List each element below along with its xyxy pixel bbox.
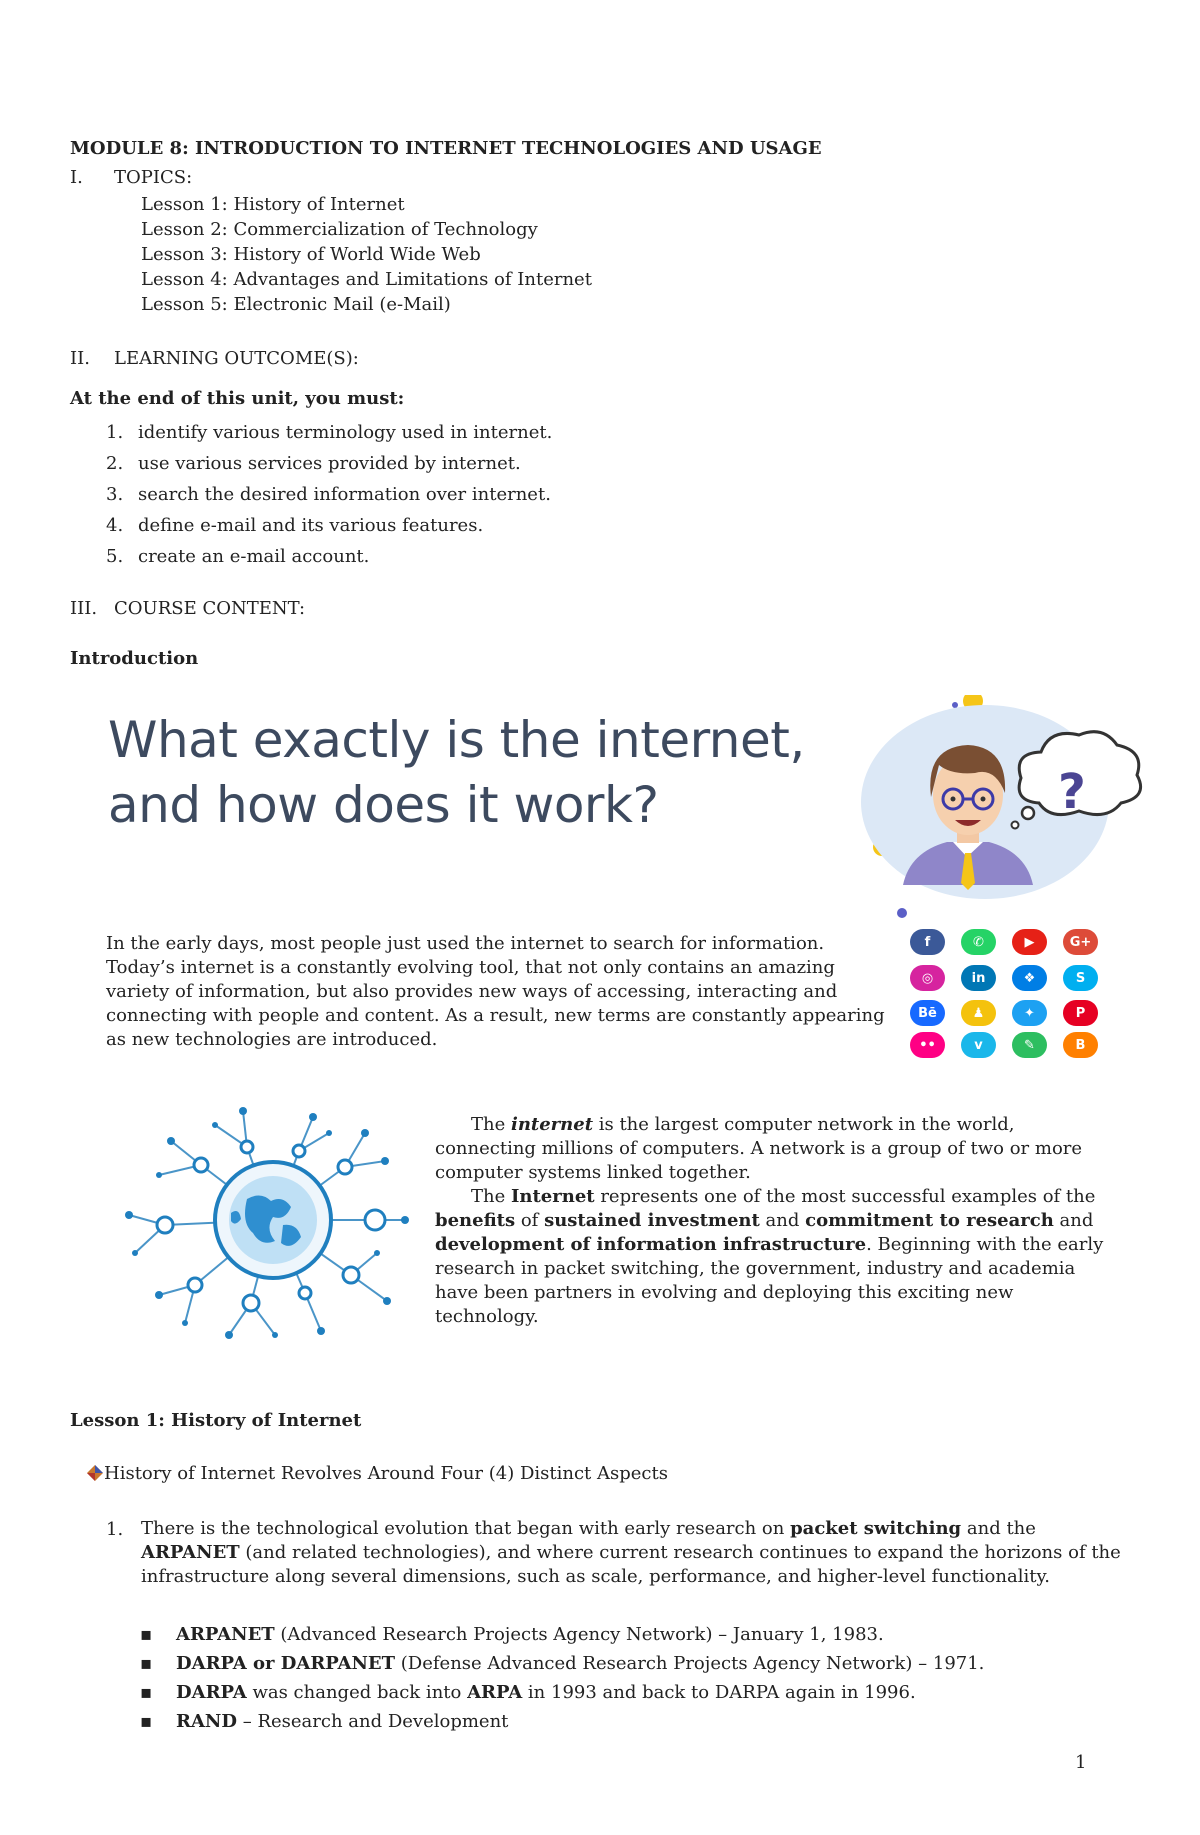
instagram-icon: ◎ bbox=[910, 965, 945, 991]
lesson1-bullets bbox=[140, 1620, 984, 1736]
topic-item: Lesson 1: History of Internet bbox=[141, 194, 405, 215]
flickr-icon: •• bbox=[910, 1032, 945, 1058]
bullet-icon: ▪ bbox=[140, 1682, 153, 1703]
outcomes-numeral: II. bbox=[70, 348, 90, 369]
topic-item: Lesson 2: Commercialization of Technology bbox=[141, 219, 538, 240]
content-heading: COURSE CONTENT: bbox=[114, 598, 306, 619]
internet-paragraph bbox=[435, 1113, 1115, 1329]
bullet-icon: ▪ bbox=[140, 1711, 153, 1732]
whatsapp-icon: ✆ bbox=[961, 929, 996, 955]
topics-heading: TOPICS: bbox=[114, 167, 193, 188]
lesson1-point1: There is the technological evolution that began with early research on packet switching and the ARPANET (and related technologies), and where current research continues to expand the horizons of the infrastructure along several dimensions, such as scale, performance, and higher-level functionality. bbox=[141, 1518, 1121, 1587]
dropbox-icon: ❖ bbox=[1012, 965, 1047, 991]
list-item: ▪ DARPA or DARPANET (Defense Advanced Research Projects Agency Network) – 1971. bbox=[140, 1649, 984, 1678]
banner-headline-line1: What exactly is the internet, bbox=[108, 711, 805, 769]
topic-item: Lesson 5: Electronic Mail (e-Mail) bbox=[141, 294, 451, 315]
question-mark: ? bbox=[1058, 764, 1086, 820]
outcomes-list bbox=[106, 417, 552, 572]
intro-paragraph: In the early days, most people just used the internet to search for information. Today’s internet is a constantly evolving tool, that not only contains an amazing variety of information, but also provides new ways of accessing, interacting and connecting with people and content. As a result, new terms are constantly appearing as new technologies are introduced. bbox=[106, 933, 885, 1050]
outcomes-heading: LEARNING OUTCOME(S): bbox=[114, 348, 359, 369]
topics-numeral: I. bbox=[70, 167, 83, 188]
google-plus-icon: G+ bbox=[1063, 929, 1098, 955]
evernote-icon: ✎ bbox=[1012, 1032, 1047, 1058]
social-icons-grid bbox=[910, 929, 1110, 1064]
internet-benefits: The Internet represents one of the most successful examples of the benefits of sustained investment and commitment to research and development of information infrastructure. Beginning with the early research in packet switching, the government, industry and academia have been partners in evolving and deploying this exciting new technology. bbox=[435, 1186, 1104, 1327]
behance-icon: Bē bbox=[910, 1000, 945, 1026]
outcome-item: 2. use various services provided by internet. bbox=[106, 453, 521, 474]
outcome-item: 1. identify various terminology used in internet. bbox=[106, 422, 553, 443]
bullet-icon: ▪ bbox=[140, 1624, 153, 1645]
point-number: 1. bbox=[106, 1519, 124, 1540]
list-item: ▪ ARPANET (Advanced Research Projects Agency Network) – January 1, 1983. bbox=[140, 1620, 984, 1649]
thinking-person-illustration bbox=[855, 695, 1155, 920]
content-numeral: III. bbox=[70, 598, 98, 619]
snapchat-icon: ♟ bbox=[961, 1000, 996, 1026]
facebook-icon: f bbox=[910, 929, 945, 955]
youtube-icon: ▶ bbox=[1012, 929, 1047, 955]
outcome-item: 4. define e-mail and its various features. bbox=[106, 515, 484, 536]
globe-network-illustration bbox=[115, 1095, 415, 1345]
banner-headline-line2: and how does it work? bbox=[108, 776, 659, 834]
module-title: MODULE 8: INTRODUCTION TO INTERNET TECHNOLOGIES AND USAGE bbox=[70, 138, 822, 159]
pinterest-icon: P bbox=[1063, 1000, 1098, 1026]
list-item: ▪ DARPA was changed back into ARPA in 1993 and back to DARPA again in 1996. bbox=[140, 1678, 984, 1707]
diamond-bullet-icon bbox=[86, 1464, 104, 1482]
list-item: ▪ RAND – Research and Development bbox=[140, 1707, 984, 1736]
outcome-item: 5. create an e-mail account. bbox=[106, 546, 370, 567]
skype-icon: S bbox=[1063, 965, 1098, 991]
lesson1-heading: Lesson 1: History of Internet bbox=[70, 1410, 362, 1431]
linkedin-icon: in bbox=[961, 965, 996, 991]
topic-item: Lesson 3: History of World Wide Web bbox=[141, 244, 481, 265]
outcomes-intro: At the end of this unit, you must: bbox=[70, 388, 405, 409]
topics-list bbox=[141, 192, 592, 317]
twitter-icon: ✦ bbox=[1012, 1000, 1047, 1026]
bullet-icon: ▪ bbox=[140, 1653, 153, 1674]
outcome-item: 3. search the desired information over internet. bbox=[106, 484, 551, 505]
blogger-icon: B bbox=[1063, 1032, 1098, 1058]
introduction-heading: Introduction bbox=[70, 648, 199, 669]
aspects-line: History of Internet Revolves Around Four (4) Distinct Aspects bbox=[86, 1463, 668, 1485]
internet-definition: The internet is the largest computer network in the world, connecting millions of computers. A network is a group of two or more computer systems linked together. bbox=[435, 1114, 1083, 1183]
vimeo-icon: v bbox=[961, 1032, 996, 1058]
page-number: 1 bbox=[1075, 1752, 1087, 1773]
topic-item: Lesson 4: Advantages and Limitations of Internet bbox=[141, 269, 592, 290]
